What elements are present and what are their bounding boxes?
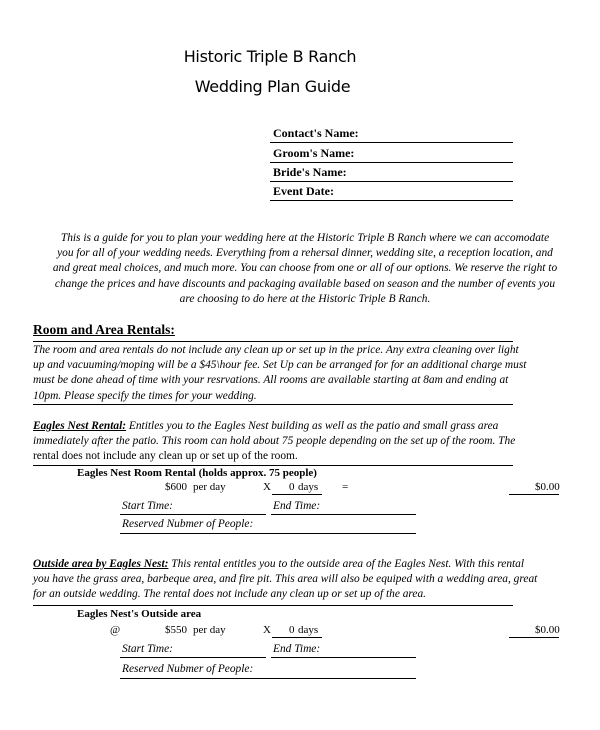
room-line: The room and area rentals do not include any clean up or set up in the price. Any extra cleaning over light — [33, 344, 519, 356]
outside-area-reserved-label: Reserved Nubmer of People: — [122, 663, 254, 675]
eagles-nest-end-time-field[interactable] — [271, 514, 416, 515]
grooms-name-label: Groom's Name: — [273, 146, 355, 160]
outside-area-at: @ — [110, 624, 121, 636]
eagles-nest-total: $0.00 — [535, 481, 560, 493]
outside-area-start-time-field[interactable] — [120, 657, 266, 658]
outside-area-per-day: per day — [193, 624, 226, 636]
intro-line: and great meal choices, and much more. You can choose from one or all of our options. We reserve the right to — [52, 262, 558, 275]
outside-area-item-title: Eagles Nest's Outside area — [77, 608, 202, 620]
eagles-nest-paragraph — [33, 419, 515, 465]
eagles-nest-price: $600 — [165, 481, 187, 493]
outside-area-price: $550 — [165, 624, 187, 636]
outside-area-reserved-field[interactable] — [120, 678, 416, 679]
outside-area-start-time-label: Start Time: — [122, 643, 173, 655]
brides-name-label: Bride's Name: — [273, 165, 347, 179]
room-section-heading: Room and Area Rentals: — [33, 322, 175, 337]
divider — [33, 605, 513, 606]
outside-area-total-field — [509, 637, 559, 638]
intro-line: change the prices and have discounts and packaging available based on season and the number of events you — [54, 277, 556, 290]
eagles-nest-item-title: Eagles Nest Room Rental (holds approx. 75 people) — [77, 467, 317, 479]
outside-area-days-count[interactable]: 0 — [289, 624, 295, 636]
brides-name-field[interactable] — [270, 181, 513, 182]
grooms-name-field[interactable] — [270, 162, 513, 163]
room-line: must be done ahead of time with your resrvations. All rooms are available starting at 8am and ending at — [33, 374, 509, 387]
title-line-2: Wedding Plan Guide — [194, 77, 351, 96]
outside-area-total: $0.00 — [535, 624, 560, 636]
event-date-field[interactable] — [270, 200, 513, 201]
outside-area-label: Outside area by Eagles Nest: — [33, 558, 169, 570]
intro-line: you for all of your wedding needs. Everything from a rehersal dinner, wedding site, a reception location, and — [57, 247, 553, 260]
eagles-nest-start-time-field[interactable] — [120, 514, 266, 515]
eagles-nest-line-2: immediately after the patio. This room can hold about 75 people depending on the set up of the room. The — [33, 435, 516, 448]
eagles-nest-reserved-field[interactable] — [120, 533, 416, 534]
eagles-nest-equals: = — [342, 481, 349, 493]
eagles-nest-end-time-label: End Time: — [273, 500, 321, 512]
outside-area-x: X — [263, 624, 271, 636]
contacts-name-field[interactable] — [270, 142, 513, 143]
intro-line: are choosing to do here at the Historic Triple B Ranch. — [179, 292, 431, 305]
eagles-nest-label: Eagles Nest Rental: — [33, 420, 127, 432]
eagles-nest-line-1 — [33, 419, 515, 434]
eagles-nest-line-1-rest: Entitles you to the Eagles Nest building as well as the patio and small grass area — [126, 420, 499, 432]
divider — [33, 341, 513, 342]
eagles-nest-start-time-label: Start Time: — [122, 500, 173, 512]
room-line: up and vacuuming/moping will be a $45\hour fee. Set Up can be arranged for for an additional charge must — [33, 359, 527, 372]
divider — [33, 465, 513, 466]
divider — [33, 404, 513, 405]
intro-paragraph — [20, 231, 590, 307]
eagles-nest-x: X — [263, 481, 271, 493]
contacts-name-label: Contact's Name: — [273, 126, 359, 140]
intro-line: This is a guide for you to plan your wedding here at the Historic Triple B Ranch where we can accomodate — [60, 232, 550, 244]
title-line-1: Historic Triple B Ranch — [183, 47, 357, 66]
outside-area-paragraph — [33, 557, 537, 603]
outside-area-line-1 — [33, 557, 537, 572]
outside-area-line-1-rest: This rental entitles you to the outside area of the Eagles Nest. With this rental — [168, 558, 525, 570]
outside-area-end-time-field[interactable] — [271, 657, 416, 658]
outside-area-days-label: days — [298, 624, 319, 636]
eagles-nest-per-day: per day — [193, 481, 226, 493]
eagles-nest-total-field — [509, 494, 559, 495]
eagles-nest-days-count[interactable]: 0 — [289, 481, 295, 493]
outside-area-end-time-label: End Time: — [273, 643, 321, 655]
outside-area-line-2: you have the grass area, barbeque area, and fire pit. This area will also be equiped with a wedding area, great — [33, 573, 538, 586]
eagles-nest-days-label: days — [298, 481, 319, 493]
eagles-nest-days-field[interactable] — [272, 494, 322, 495]
outside-area-line-3: for an outside wedding. The rental does not include any clean up or set up of the area. — [33, 588, 427, 601]
eagles-nest-reserved-label: Reserved Nubmer of People: — [122, 518, 254, 530]
eagles-nest-line-3: rental does not include any clean up or set up of the room. — [33, 450, 298, 463]
room-section-paragraph — [33, 343, 526, 404]
event-date-label: Event Date: — [273, 184, 334, 198]
outside-area-days-field[interactable] — [272, 637, 322, 638]
room-line: 10pm. Please specify the times for your wedding. — [33, 389, 257, 402]
